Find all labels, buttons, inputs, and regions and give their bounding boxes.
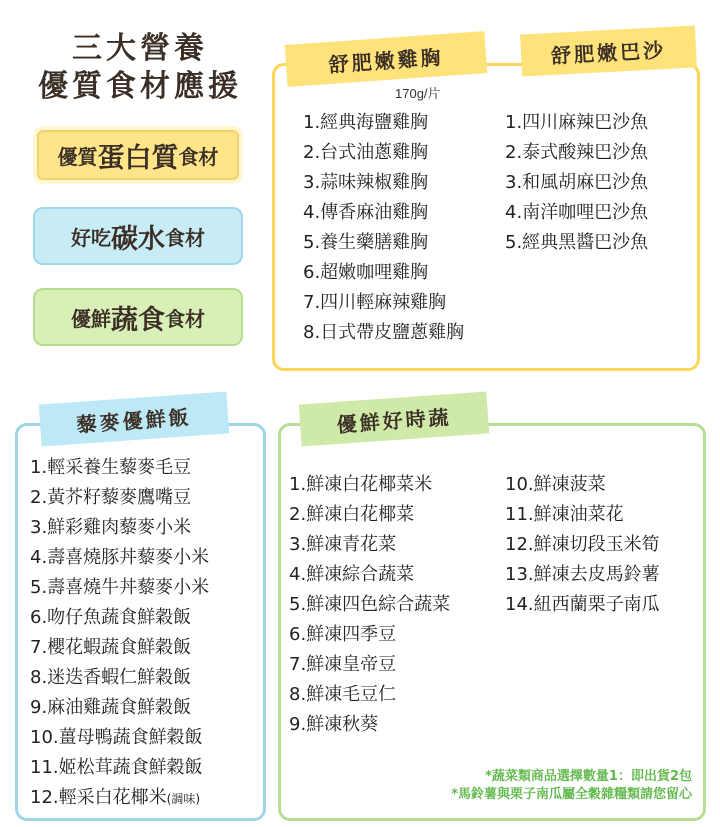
list-item: 3.蒜味辣椒雞胸 [303,172,429,193]
category-carbs [33,207,243,265]
category-protein-prefix: 優質 [57,144,98,169]
list-item: 2.台式油蔥雞胸 [303,142,429,163]
list-item: 2.鮮凍白花椰菜 [289,504,415,525]
veg-note-2: *馬鈴薯與栗子南瓜屬全穀雜糧類請您留心 [451,787,692,802]
list-item: 7.四川輕麻辣雞胸 [303,292,447,313]
category-protein-keyword: 蛋白質 [97,142,179,174]
list-item: 8.迷迭香蝦仁鮮穀飯 [30,667,192,688]
list-item: 13.鮮凍去皮馬鈴薯 [505,564,660,585]
list-item: 4.壽喜燒豚丼藜麥小米 [30,547,210,568]
list-item: 5.養生藥膳雞胸 [303,232,429,253]
basa-list [505,108,648,258]
category-carbs-prefix: 好吃 [71,225,111,250]
list-item: 3.鮮彩雞肉藜麥小米 [30,517,192,538]
category-carbs-keyword: 碳水 [111,223,165,255]
list-item: 11.姬松茸蔬食鮮穀飯 [30,757,203,778]
veg-list-column-1 [289,470,450,740]
category-veg-keyword: 蔬食 [111,304,165,336]
list-item: 4.南洋咖哩巴沙魚 [505,202,649,223]
list-item: 6.鮮凍四季豆 [289,624,397,645]
list-item: 5.鮮凍四色綜合蔬菜 [289,594,451,615]
veg-notes [300,768,692,804]
rice-list [30,453,209,813]
list-item: 10.薑母鴨蔬食鮮穀飯 [30,727,203,748]
list-item: 2.泰式酸辣巴沙魚 [505,142,649,163]
veg-title-tag: 優鮮好時蔬 [299,391,489,446]
rice-last-item: 12.輕采白花椰米 [30,787,167,808]
heading-line-1: 三大營養 [72,31,208,66]
chicken-weight: 170g/片 [395,86,441,101]
category-veg-prefix: 優鮮 [71,306,111,331]
list-item: 1.經典海鹽雞胸 [303,112,429,133]
list-item: 6.超嫩咖哩雞胸 [303,262,429,283]
list-item: 5.經典黑醬巴沙魚 [505,232,649,253]
category-carbs-suffix: 食材 [165,225,205,250]
list-item: 14.紐西蘭栗子南瓜 [505,594,660,615]
list-item: 7.櫻花蝦蔬食鮮穀飯 [30,637,192,658]
chicken-title-tag: 舒肥嫩雞胸 [285,31,487,87]
list-item: 6.吻仔魚蔬食鮮穀飯 [30,607,192,628]
page-heading [30,30,250,106]
rice-last-item-note: (調味) [166,792,201,806]
list-item: 4.傳香麻油雞胸 [303,202,429,223]
list-item: 3.鮮凍青花菜 [289,534,397,555]
list-item: 11.鮮凍油菜花 [505,504,624,525]
list-item: 4.鮮凍綜合蔬菜 [289,564,415,585]
list-item: 9.鮮凍秋葵 [289,714,379,735]
veg-list-column-2 [505,470,660,620]
veg-note-1: *蔬菜類商品選擇數量1：即出貨2包 [485,769,692,784]
list-item: 2.黃芥籽藜麥鷹嘴豆 [30,487,192,508]
list-item: 12.鮮凍切段玉米筍 [505,534,660,555]
list-item: 8.日式帶皮鹽蔥雞胸 [303,322,465,343]
chicken-list [303,108,464,348]
category-veg-suffix: 食材 [165,306,205,331]
list-item: 3.和風胡麻巴沙魚 [505,172,649,193]
list-item: 10.鮮凍菠菜 [505,474,606,495]
list-item: 1.輕采養生藜麥毛豆 [30,457,192,478]
list-item: 8.鮮凍毛豆仁 [289,684,397,705]
category-protein-suffix: 食材 [178,144,219,169]
basa-title-tag: 舒肥嫩巴沙 [520,25,697,76]
rice-title-tag: 藜麥優鮮飯 [39,391,229,446]
list-item: 5.壽喜燒牛丼藜麥小米 [30,577,210,598]
list-item: 1.鮮凍白花椰菜米 [289,474,433,495]
list-item: 9.麻油雞蔬食鮮穀飯 [30,697,192,718]
category-protein [33,126,243,184]
list-item: 1.四川麻辣巴沙魚 [505,112,649,133]
list-item: 7.鮮凍皇帝豆 [289,654,397,675]
heading-line-2: 優質食材應援 [38,69,242,104]
category-veg [33,288,243,346]
list-item [30,783,209,813]
